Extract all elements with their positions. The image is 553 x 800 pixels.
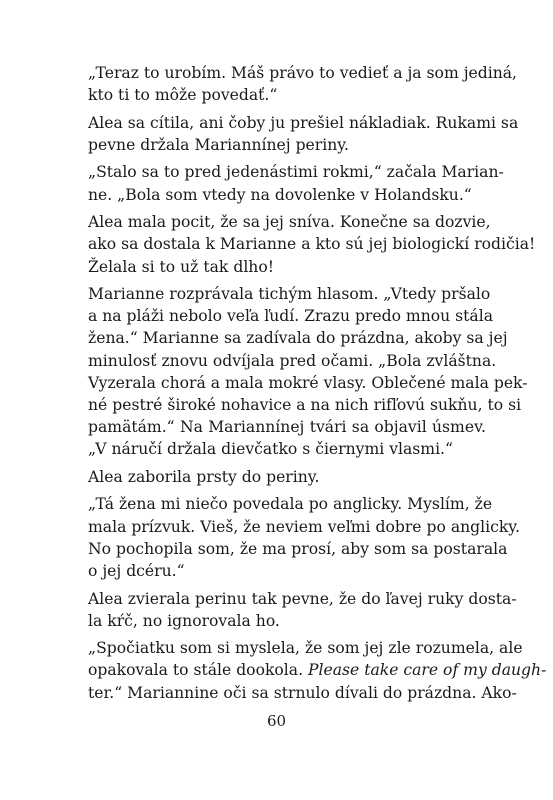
paragraph: [88, 588, 517, 632]
body-text: [88, 62, 547, 709]
text-line: „V náručí držala dievčatko s čiernymi vlasmi.“: [88, 440, 453, 459]
text-line: „Stalo sa to pred jedenástimi rokmi,“ začala Marian-: [88, 163, 504, 182]
text-line: Alea zvierala perinu tak pevne, že do ľavej ruky dosta-: [88, 589, 517, 608]
text-line: Vyzerala chorá a mala mokré vlasy. Oblečené mala pek-: [88, 373, 528, 392]
text-line: a na pláži nebolo veľa ľudí. Zrazu predo mnou stála: [88, 307, 494, 326]
paragraph: [88, 161, 504, 205]
text-line: o jej dcéru.“: [88, 562, 185, 581]
text-line: minulosť znovu odvíjala pred očami. „Bola zvláštna.: [88, 351, 497, 370]
text-line: pamätám.“ Na Mariannínej tvári sa objavil úsmev.: [88, 418, 486, 437]
text-line: žena.“ Marianne sa zadívala do prázdna, akoby sa jej: [88, 329, 508, 348]
text-line: „Tá žena mi niečo povedala po anglicky. Myslím, že: [88, 495, 493, 514]
text-line: Alea mala pocit, že sa jej sníva. Konečne sa dozvie,: [88, 213, 491, 232]
paragraph: [88, 112, 519, 156]
text-line: la kŕč, no ignorovala ho.: [88, 611, 280, 630]
paragraph: [88, 62, 518, 106]
text-line: pevne držala Mariannínej periny.: [88, 135, 349, 154]
text-line: Alea zaborila prsty do periny.: [88, 467, 320, 486]
text-line: ne. „Bola som vtedy na dovolenke v Holandsku.“: [88, 185, 472, 204]
text-segment: opakovala to stále dookola.: [88, 661, 308, 680]
text-line: Marianne rozprávala tichým hlasom. „Vtedy pršalo: [88, 285, 491, 304]
italic-text: Please take care of my daugh-: [308, 661, 547, 680]
text-line: No pochopila som, že ma prosí, aby som sa postarala: [88, 539, 508, 558]
text-line: Želala si to už tak dlho!: [88, 257, 274, 276]
paragraph: [88, 493, 520, 582]
text-line: né pestré široké nohavice a na nich rifľovú sukňu, to si: [88, 396, 522, 415]
paragraph: [88, 283, 528, 461]
text-line: ter.“ Mariannine oči sa strnulo dívali do prázdna. Ako-: [88, 683, 517, 702]
text-line: kto ti to môže povedať.“: [88, 86, 278, 105]
paragraph: [88, 637, 547, 704]
text-line: [88, 659, 547, 681]
text-line: ako sa dostala k Marianne a kto sú jej biologickí rodičia!: [88, 235, 536, 254]
text-line: mala prízvuk. Vieš, že neviem veľmi dobre po anglicky.: [88, 517, 520, 536]
text-line: „Teraz to urobím. Máš právo to vedieť a ja som jediná,: [88, 64, 518, 82]
text-line: Alea sa cítila, ani čoby ju prešiel nákladiak. Rukami sa: [88, 113, 519, 132]
paragraph: [88, 211, 536, 278]
page-number: 60: [266, 712, 287, 730]
text-line: „Spočiatku som si myslela, že som jej zle rozumela, ale: [88, 639, 523, 658]
paragraph: [88, 466, 486, 488]
